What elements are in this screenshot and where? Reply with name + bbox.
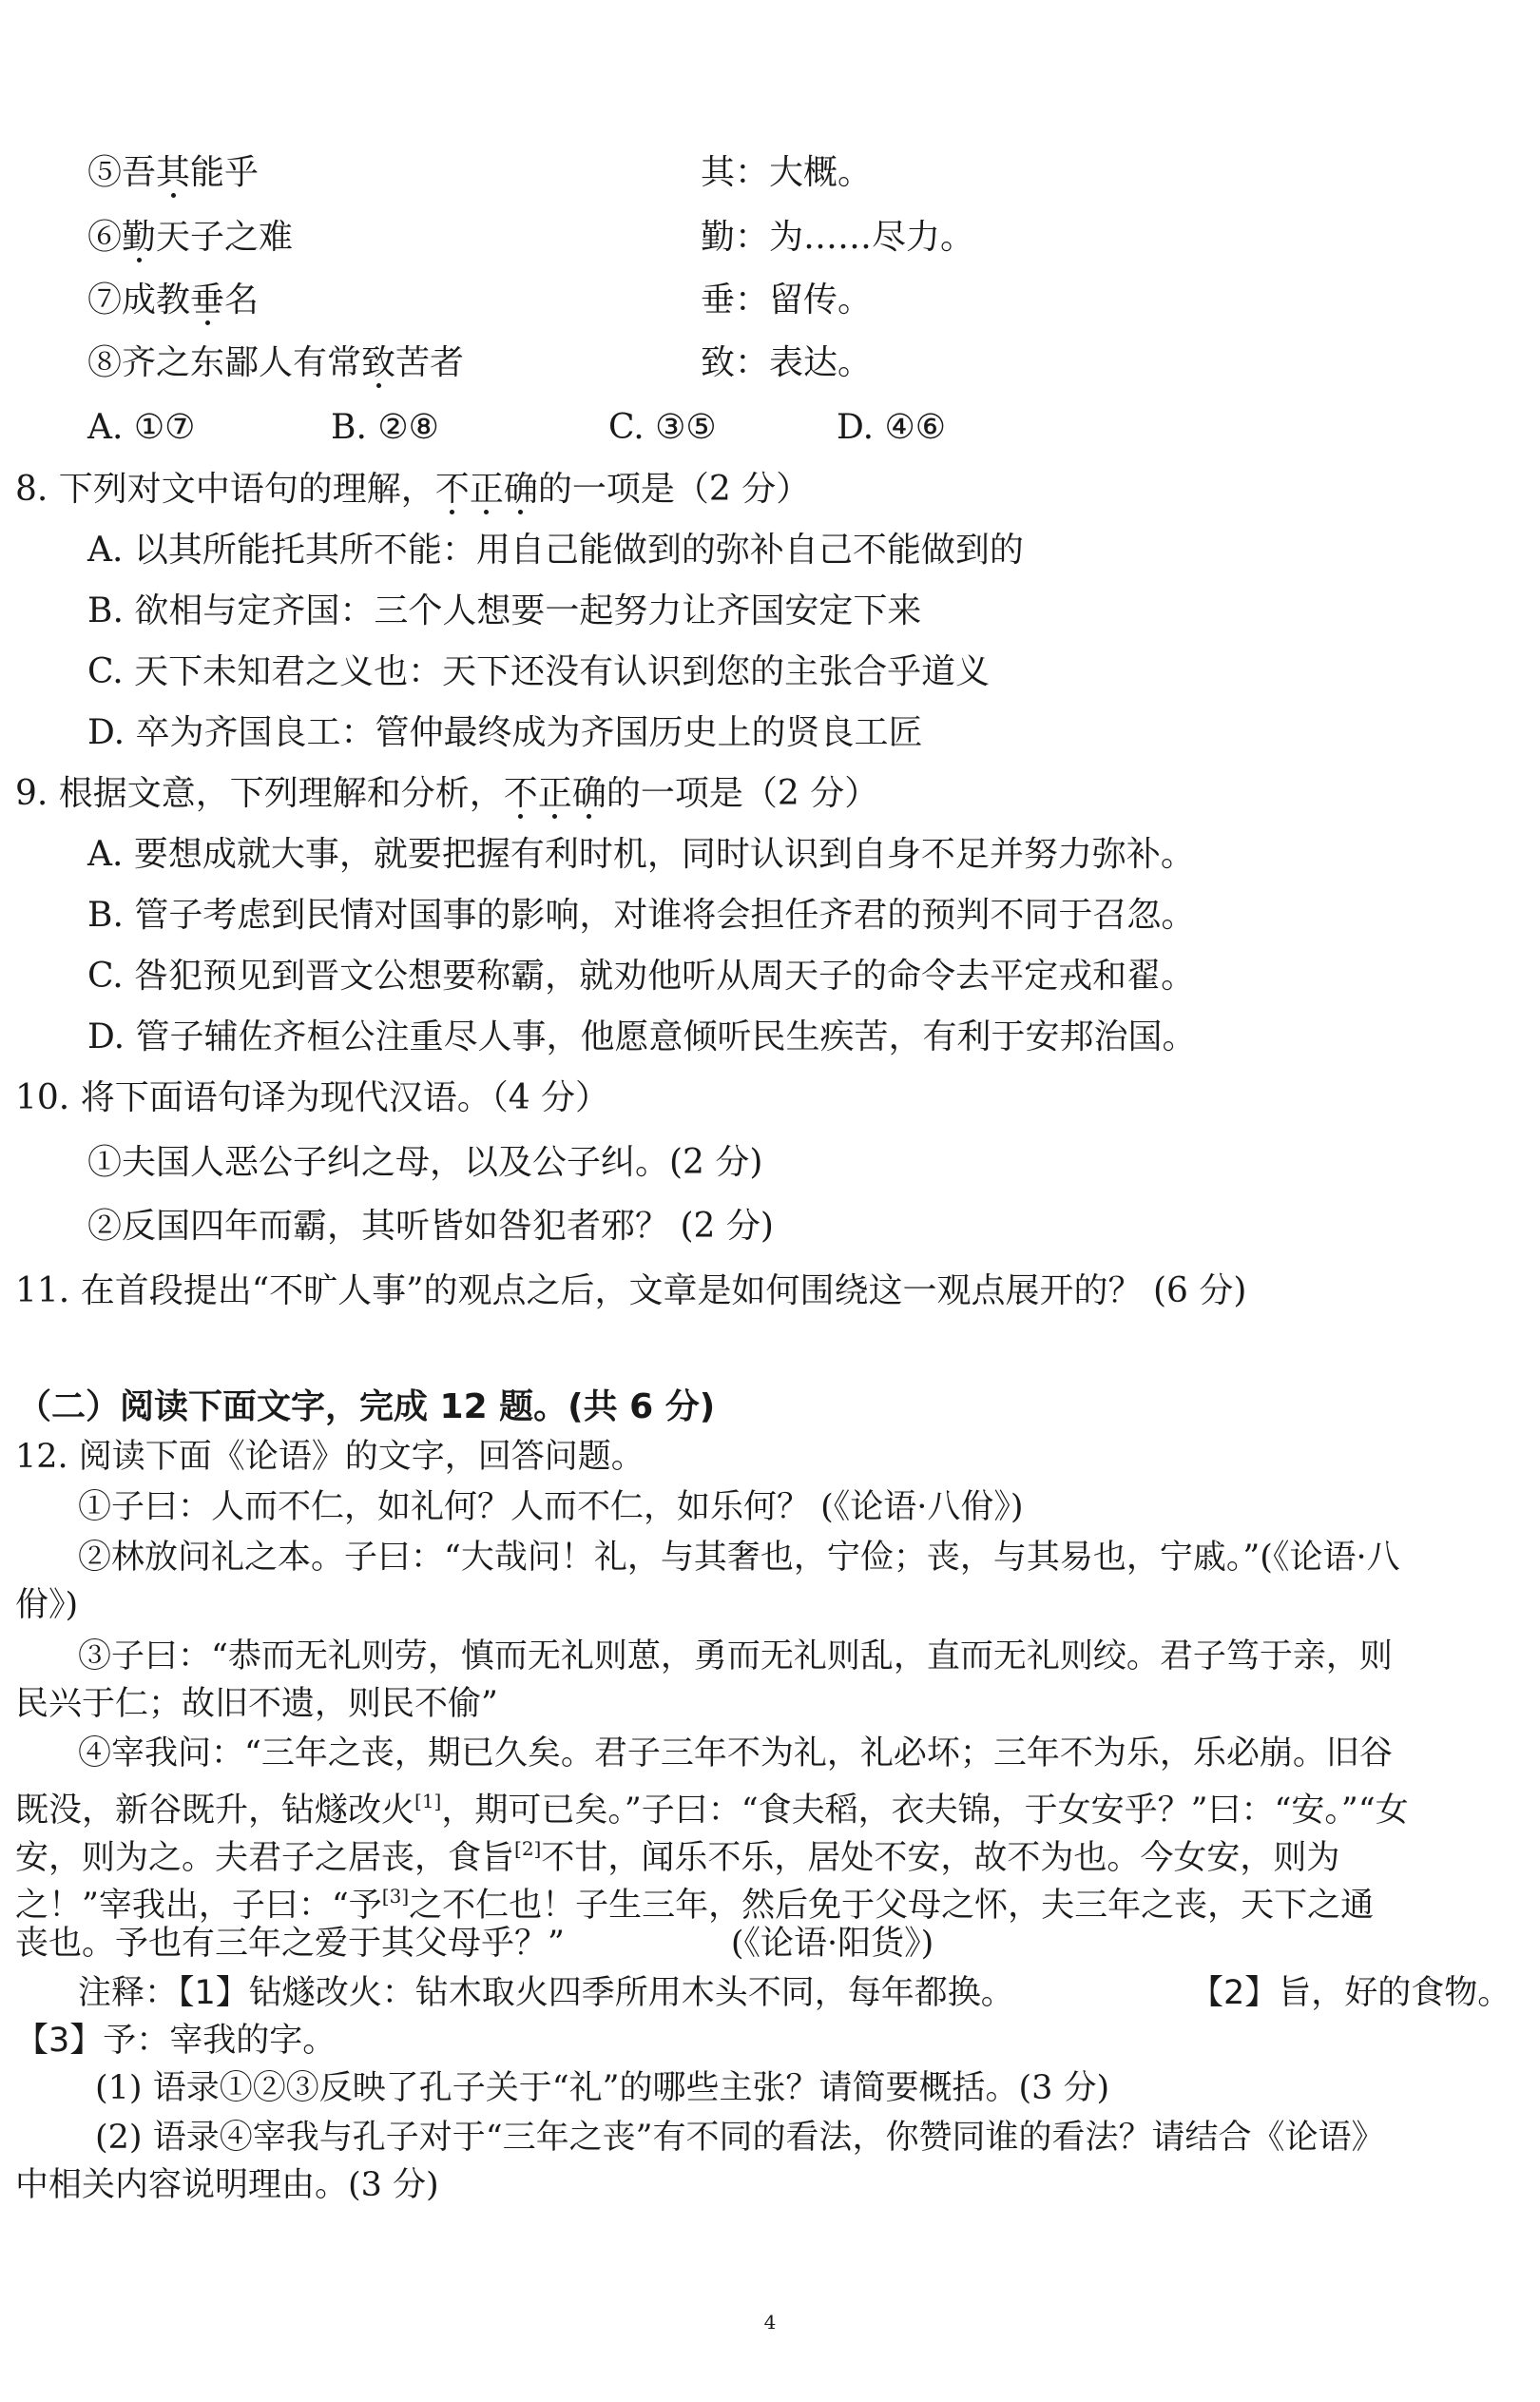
q12-quote-2-line-2: 佾》) — [15, 1586, 79, 1624]
q9-option-a: A. 要想成就大事，就要把握有利时机，同时认识到自身不足并努力弥补。 — [87, 835, 1195, 874]
q7-option-a: A. ①⑦ — [87, 408, 196, 447]
q12-quote-4-line-2: 既没，新谷既升，钻燧改火[1]，期可已矣。”子曰：“食夫稻，衣夫锦，于女安乎？”曰：“安。”“女 — [15, 1790, 1409, 1830]
q7-item-5-gloss: 其：大概。 — [701, 153, 873, 192]
q10-item-1: ①夫国人恶公子纠之母，以及公子纠。(2 分) — [87, 1143, 763, 1182]
q12-quote-4-line-1: ④宰我问：“三年之丧，期已久矣。君子三年不为礼，礼必坏；三年不为乐，乐必崩。旧谷 — [78, 1734, 1393, 1772]
q7-option-c: C. ③⑤ — [608, 408, 717, 447]
q7-item-7: ⑦成教垂名 — [87, 281, 260, 320]
q8-option-d: D. 卒为齐国良工：管仲最终成为齐国历史上的贤良工匠 — [87, 713, 923, 752]
q12-stem: 12. 阅读下面《论语》的文字，回答问题。 — [15, 1438, 645, 1476]
q12-notes-line-2: 【3】予：宰我的字。 — [15, 2022, 337, 2060]
q7-item-8: ⑧齐之东鄙人有常致苦者 — [87, 343, 465, 382]
q9-option-c: C. 咎犯预见到晋文公想要称霸，就劝他听从周天子的命令去平定戎和翟。 — [87, 957, 1196, 996]
section-2-title: （二）阅读下面文字，完成 12 题。(共 6 分) — [17, 1387, 716, 1426]
q12-quote-3-line-2: 民兴于仁；故旧不遗，则民不偷” — [15, 1685, 498, 1723]
q12-quote-4-line-5: 丧也。予也有三年之爱于其父母乎？” (《论语·阳货》) — [15, 1925, 934, 1963]
q7-item-6-gloss: 勤：为……尽力。 — [701, 218, 975, 257]
q8-option-c: C. 天下未知君之义也：天下还没有认识到您的主张合乎道义 — [87, 652, 991, 691]
q12-quote-3-line-1: ③子曰：“恭而无礼则劳，慎而无礼则葸，勇而无礼则乱，直而无礼则绞。君子笃于亲，则 — [78, 1637, 1393, 1676]
q8-option-b: B. 欲相与定齐国：三个人想要一起努力让齐国安定下来 — [87, 591, 922, 630]
q7-item-7-gloss: 垂：留传。 — [701, 281, 873, 320]
q9-option-d: D. 管子辅佐齐桓公注重尽人事，他愿意倾听民生疾苦，有利于安邦治国。 — [87, 1017, 1197, 1056]
q12-quote-4-line-3: 安，则为之。夫君子之居丧，食旨[2]不甘，闻乐不乐，居处不安，故不为也。今女安，则为 — [15, 1837, 1340, 1877]
footnote-ref-1: [1] — [414, 1790, 442, 1812]
page-number: 4 — [763, 2311, 777, 2334]
q12-quote-4-line-4: 之！”宰我出，子曰：“予[3]之不仁也！子生三年，然后免于父母之怀，夫三年之丧，天下之通 — [15, 1885, 1375, 1925]
q7-option-d: D. ④⑥ — [837, 408, 947, 447]
q11-stem: 11. 在首段提出“不旷人事”的观点之后，文章是如何围绕这一观点展开的？ (6 分) — [15, 1271, 1247, 1310]
q12-quote-2-line-1: ②林放问礼之本。子曰：“大哉问！礼，与其奢也，宁俭；丧，与其易也，宁戚。”(《论语·八 — [78, 1539, 1400, 1577]
q10-item-2: ②反国四年而霸，其听皆如咎犯者邪？ (2 分) — [87, 1207, 774, 1246]
footnote-ref-3: [3] — [381, 1885, 410, 1908]
q7-item-8-gloss: 致：表达。 — [701, 343, 873, 382]
q7-item-5: ⑤吾其能乎 — [87, 153, 260, 192]
q7-option-b: B. ②⑧ — [331, 408, 439, 447]
q8-option-a: A. 以其所能托其所不能：用自己能做到的弥补自己不能做到的 — [87, 531, 1024, 570]
q12-subquestion-2-line-2: 中相关内容说明理由。(3 分) — [15, 2166, 439, 2204]
q7-item-6: ⑥勤天子之难 — [87, 218, 294, 257]
footnote-ref-2: [2] — [514, 1837, 542, 1860]
q9-option-b: B. 管子考虑到民情对国事的影响，对谁将会担任齐君的预判不同于召忽。 — [87, 896, 1196, 935]
q12-notes-line-1: 注释：【1】钻燧改火：钻木取火四季所用木头不同，每年都换。 — [78, 1974, 1014, 2012]
q8-stem: 8. 下列对文中语句的理解，不正确的一项是（2 分） — [15, 470, 811, 509]
q12-notes-line-1b: 【2】旨，好的食物。 — [1190, 1974, 1511, 2012]
q12-quote-1: ①子曰：人而不仁，如礼何？人而不仁，如乐何？ (《论语·八佾》) — [78, 1488, 1024, 1526]
q10-stem: 10. 将下面语句译为现代汉语。（4 分） — [15, 1078, 610, 1117]
q12-subquestion-1: (1) 语录①②③反映了孔子关于“礼”的哪些主张？请简要概括。(3 分) — [95, 2069, 1110, 2107]
q9-stem: 9. 根据文意，下列理解和分析，不正确的一项是（2 分） — [15, 774, 879, 813]
q12-subquestion-2-line-1: (2) 语录④宰我与孔子对于“三年之丧”有不同的看法，你赞同谁的看法？请结合《论语》 — [95, 2119, 1385, 2157]
